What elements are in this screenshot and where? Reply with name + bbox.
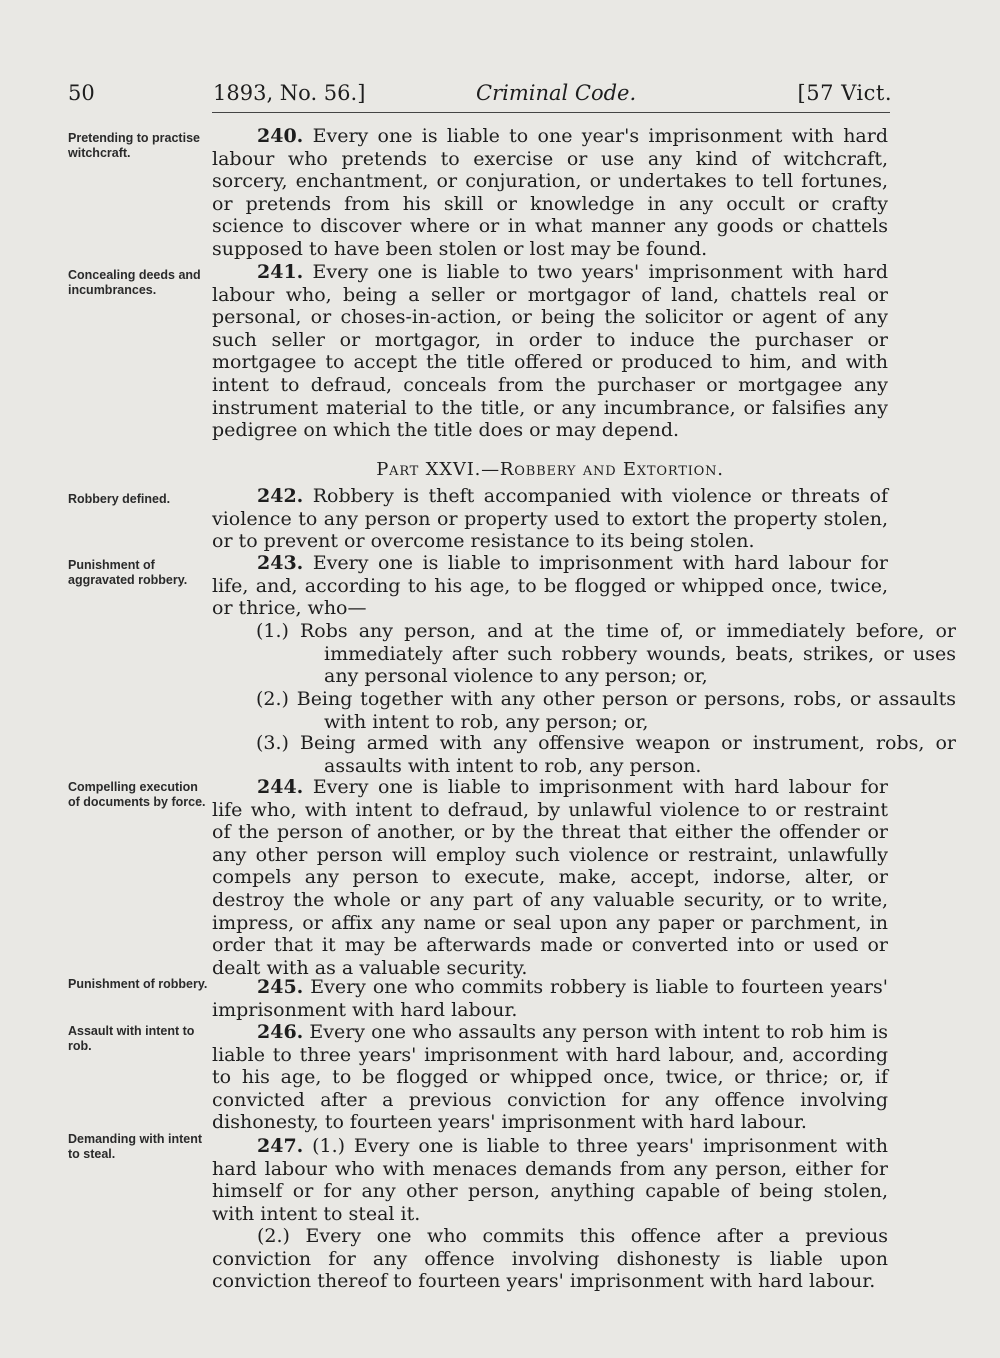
list-item: (1.) Robs any person, and at the time of, or immediately before, or immediately after such robbery wounds, beats, strikes, or uses any personal violence to any person; or, xyxy=(256,620,956,688)
page-title: Criminal Code. xyxy=(476,81,637,105)
list-item: (3.) Being armed with any offensive weapon or instrument, robs, or assaults with intent to rob, any person. xyxy=(256,732,956,777)
section-243 xyxy=(212,552,888,620)
section-242 xyxy=(212,485,888,553)
section-number: 247. xyxy=(257,1135,304,1157)
section-text: Every one is liable to one year's imprisonment with hard labour who pretends to exercise or use any kind of witchcraft, sorcery, enchantment, or conjuration, or undertakes to tell fortunes, or pretends from his skill or knowledge in any occult or crafty science to discover where or in what manner any goods or chattels supposed to have been stolen or lost may be found. xyxy=(212,125,888,260)
section-text: (1.) Every one is liable to three years' imprisonment with hard labour who with menaces demands from any person, either for himself or for any other person, anything capable of being stolen, with intent to steal it. xyxy=(212,1135,889,1225)
margin-note-246: Assault with intent to rob. xyxy=(68,1024,195,1053)
section-247-subsection-2: (2.) Every one who commits this offence after a previous conviction for any offence involving dishonesty is liable upon conviction thereof to fourteen years' imprisonment with hard labour. xyxy=(212,1225,888,1293)
section-text: Robbery is theft accompanied with violence or threats of violence to any person or property used to extort the property stolen, or to prevent or overcome resistance to its being stolen. xyxy=(212,485,888,553)
section-number: 243. xyxy=(257,552,304,574)
section-244 xyxy=(212,776,888,979)
section-text: Every one who assaults any person with intent to rob him is liable to three years' imprisonment with hard labour, and, according to his age, to be flogged or whipped once, twice, or thrice; or, if convicted after a previous conviction for any offence involving dishonesty, to fourteen years' imprisonment with hard labour. xyxy=(212,1021,888,1134)
section-240 xyxy=(212,125,888,261)
margin-note-245: Punishment of robbery. xyxy=(68,977,208,991)
section-number: 242. xyxy=(257,485,304,507)
section-241 xyxy=(212,261,888,442)
section-247 xyxy=(212,1135,888,1225)
page-number: 50 xyxy=(68,81,95,105)
section-text: Every one who commits robbery is liable to fourteen years' imprisonment with hard labour. xyxy=(212,976,888,1021)
section-text: Every one is liable to imprisonment with hard labour for life, and, according to his age, to be flogged or whipped once, twice, or thrice, who— xyxy=(212,552,888,620)
section-number: 244. xyxy=(257,776,304,798)
section-text: Every one is liable to two years' imprisonment with hard labour who, being a seller or mortgagor of land, chattels real or personal, or choses-in-action, or being the solicitor or agent of any such seller or mortgagor, in order to induce the purchaser or mortgagee to accept the title offered or produced to him, and with intent to defraud, conceals from the purchaser or mortgagee any instrument material to the title, or any incumbrance, or falsifies any pedigree on which the title does or may depend. xyxy=(212,261,888,442)
margin-note-244: Compelling execution of documents by force. xyxy=(68,780,206,809)
regnal-year: [57 Vict. xyxy=(797,81,892,105)
section-246 xyxy=(212,1021,888,1134)
header-rule xyxy=(212,112,890,113)
part-heading: Part XXVI.—Robbery and Extortion. xyxy=(376,459,724,480)
margin-note-241: Concealing deeds and incumbrances. xyxy=(68,268,201,297)
margin-note-243: Punishment of aggravated robbery. xyxy=(68,558,188,587)
running-header xyxy=(68,78,892,110)
section-number: 246. xyxy=(257,1021,304,1043)
section-number: 241. xyxy=(257,261,304,283)
margin-note-240: Pretending to practise witchcraft. xyxy=(68,131,200,160)
list-item: (2.) Being together with any other person or persons, robs, or assaults with intent to rob, any person; or, xyxy=(256,688,956,733)
section-number: 245. xyxy=(257,976,304,998)
act-citation: 1893, No. 56.] xyxy=(213,81,366,105)
section-text: Every one is liable to imprisonment with hard labour for life who, with intent to defraud, by unlawful violence to or restraint of the person of another, or by the threat that either the offender or any other person will employ such violence or restraint, unlawfully compels any person to execute, make, accept, indorse, alter, or destroy the whole or any part of any valuable security, or to write, impress, or affix any name or seal upon any paper or parchment, in order that it may be afterwards made or converted into or used or dealt with as a valuable security. xyxy=(212,776,888,979)
section-245 xyxy=(212,976,888,1021)
section-number: 240. xyxy=(257,125,304,147)
margin-note-242: Robbery defined. xyxy=(68,492,171,506)
margin-note-247: Demanding with intent to steal. xyxy=(68,1132,203,1161)
